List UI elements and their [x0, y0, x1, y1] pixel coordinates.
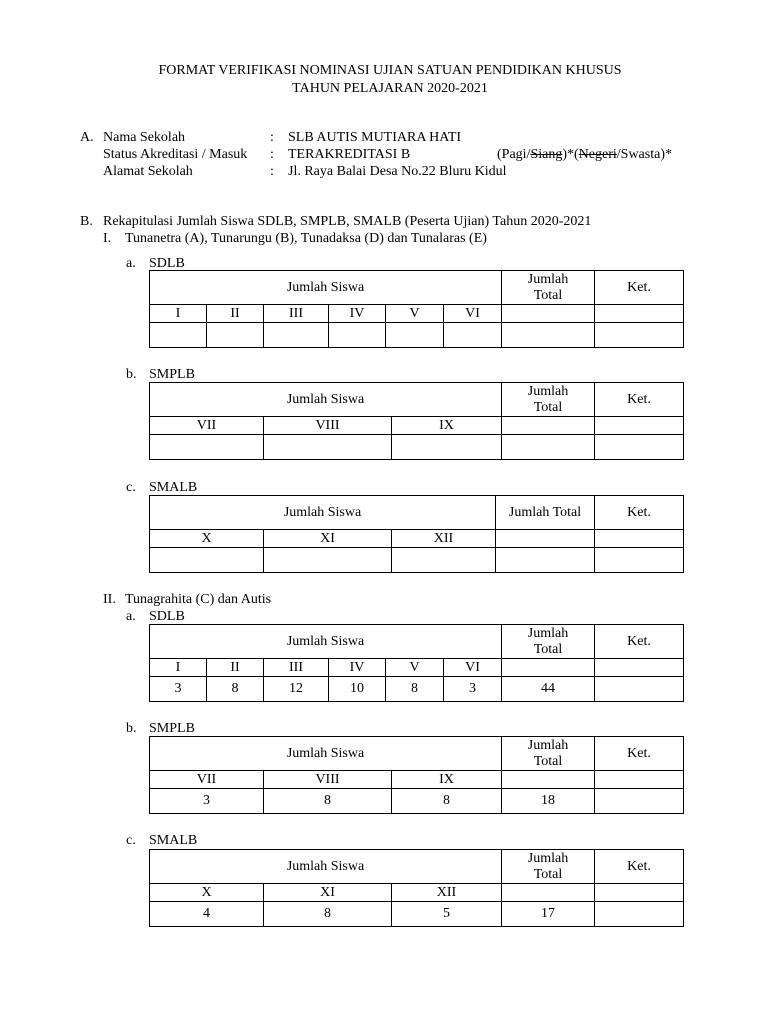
g2-smplb-label: SMPLB — [149, 721, 195, 736]
group-1-title: Tunanetra (A), Tunarungu (B), Tunadaksa (D) dan Tunalaras (E) — [125, 231, 487, 246]
g2-smalb-ket — [595, 902, 684, 927]
header-total-text: Total — [533, 399, 563, 415]
g1-sdlb-label: SDLB — [149, 256, 185, 271]
status-option-pagi: (Pagi/ — [497, 147, 531, 162]
address-label: Alamat Sekolah — [103, 164, 193, 179]
g2-sdlb-value: 8 — [386, 677, 444, 702]
g2-sdlb-header-ket: Ket. — [595, 625, 684, 659]
g2-smalb-grade: XII — [392, 884, 502, 902]
g2-sdlb-label: SDLB — [149, 609, 185, 624]
g2-smalb-header-ket: Ket. — [595, 850, 684, 884]
g1-sdlb-header-jumlah-total — [502, 271, 595, 305]
g1-smplb-blank — [595, 417, 684, 435]
g2-smalb-grade: XI — [264, 884, 392, 902]
g1-sdlb-value — [207, 323, 264, 348]
g2-sdlb-grade: IV — [329, 659, 386, 677]
g1-smalb-marker: c. — [126, 480, 136, 495]
g1-sdlb-grade: VI — [444, 305, 502, 323]
g1-smplb-header-jumlah-total — [502, 383, 595, 417]
g2-smplb-value: 3 — [150, 789, 264, 814]
section-b-heading: Rekapitulasi Jumlah Siswa SDLB, SMPLB, SMALB (Peserta Ujian) Tahun 2020-2021 — [103, 214, 592, 229]
g2-sdlb-value: 3 — [150, 677, 207, 702]
group-2-marker: II. — [103, 592, 116, 607]
g1-sdlb-blank — [595, 305, 684, 323]
g2-smplb-header-jumlah-siswa: Jumlah Siswa — [150, 737, 502, 771]
school-name-colon: : — [270, 130, 274, 145]
g1-sdlb-table — [149, 270, 684, 348]
g2-smplb-grade: VIII — [264, 771, 392, 789]
section-b-marker: B. — [80, 214, 93, 229]
g1-sdlb-value — [386, 323, 444, 348]
g2-sdlb-header-jumlah-siswa: Jumlah Siswa — [150, 625, 502, 659]
g1-smalb-value — [392, 548, 496, 573]
header-total-text: Total — [533, 753, 563, 769]
g1-smalb-blank — [496, 530, 595, 548]
g1-sdlb-value — [329, 323, 386, 348]
header-total-text: Total — [533, 641, 563, 657]
g2-smplb-header-ket: Ket. — [595, 737, 684, 771]
status-option-negeri-struck: Negeri — [578, 147, 617, 162]
address-colon: : — [270, 164, 274, 179]
g2-smalb-header-jumlah-total — [502, 850, 595, 884]
accreditation-colon: : — [270, 147, 274, 162]
g1-smplb-marker: b. — [126, 367, 137, 382]
g2-sdlb-ket — [595, 677, 684, 702]
g2-sdlb-marker: a. — [126, 609, 136, 624]
g1-smplb-value — [392, 435, 502, 460]
g1-smalb-value — [150, 548, 264, 573]
g2-smalb-value: 8 — [264, 902, 392, 927]
header-jumlah-text: Jumlah — [527, 383, 569, 399]
g1-smplb-blank — [502, 417, 595, 435]
g2-smplb-marker: b. — [126, 721, 137, 736]
g1-smplb-table — [149, 382, 684, 460]
group-2-title: Tunagrahita (C) dan Autis — [125, 592, 272, 607]
g1-smplb-header-jumlah-siswa: Jumlah Siswa — [150, 383, 502, 417]
header-jumlah-text: Jumlah — [527, 625, 569, 641]
g1-sdlb-grade: I — [150, 305, 207, 323]
g2-sdlb-grade: V — [386, 659, 444, 677]
g1-smalb-grade: X — [150, 530, 264, 548]
g2-sdlb-grade: I — [150, 659, 207, 677]
g1-smalb-grade: XI — [264, 530, 392, 548]
g2-smplb-grade: VII — [150, 771, 264, 789]
header-jumlah-text: Jumlah — [527, 850, 569, 866]
g1-smplb-value — [150, 435, 264, 460]
g1-sdlb-total — [502, 323, 595, 348]
g1-sdlb-grade: IV — [329, 305, 386, 323]
g1-smalb-total — [496, 548, 595, 573]
g1-sdlb-marker: a. — [126, 256, 136, 271]
g1-smplb-header-ket: Ket. — [595, 383, 684, 417]
g2-sdlb-blank — [502, 659, 595, 677]
header-jumlah-text: Jumlah — [527, 271, 569, 287]
g1-smalb-label: SMALB — [149, 480, 198, 495]
g2-smalb-table — [149, 849, 684, 927]
g1-sdlb-ket — [595, 323, 684, 348]
status-option-swasta: /Swasta)* — [616, 147, 672, 162]
g1-smalb-value — [264, 548, 392, 573]
g1-sdlb-grade: III — [264, 305, 329, 323]
g2-smalb-grade: X — [150, 884, 264, 902]
accreditation-value: TERAKREDITASI B — [288, 147, 411, 162]
g2-smalb-blank — [595, 884, 684, 902]
g1-smalb-grade: XII — [392, 530, 496, 548]
g2-sdlb-value: 10 — [329, 677, 386, 702]
g2-smalb-value: 4 — [150, 902, 264, 927]
g2-smplb-ket — [595, 789, 684, 814]
accreditation-label: Status Akreditasi / Masuk — [103, 147, 248, 162]
g1-smplb-grade: VII — [150, 417, 264, 435]
g2-sdlb-total: 44 — [502, 677, 595, 702]
status-options — [497, 146, 672, 163]
g1-smplb-value — [264, 435, 392, 460]
status-option-separator: )*( — [562, 147, 579, 162]
g1-smplb-total — [502, 435, 595, 460]
g1-sdlb-header-jumlah-siswa: Jumlah Siswa — [150, 271, 502, 305]
header-total-text: Total — [533, 287, 563, 303]
g1-smalb-header-jumlah-total: Jumlah Total — [496, 496, 595, 530]
g2-smplb-header-jumlah-total — [502, 737, 595, 771]
g1-smplb-label: SMPLB — [149, 367, 195, 382]
g2-sdlb-value: 3 — [444, 677, 502, 702]
g1-sdlb-value — [150, 323, 207, 348]
g1-sdlb-grade: V — [386, 305, 444, 323]
g2-smalb-total: 17 — [502, 902, 595, 927]
document-title: FORMAT VERIFIKASI NOMINASI UJIAN SATUAN PENDIDIKAN KHUSUS — [158, 63, 622, 78]
g1-sdlb-header-ket: Ket. — [595, 271, 684, 305]
g2-smplb-grade: IX — [392, 771, 502, 789]
g1-smplb-grade: VIII — [264, 417, 392, 435]
header-jumlah-text: Jumlah — [527, 737, 569, 753]
g1-smalb-header-jumlah-siswa: Jumlah Siswa — [150, 496, 496, 530]
g2-sdlb-value: 12 — [264, 677, 329, 702]
g2-smplb-table — [149, 736, 684, 814]
g2-smplb-total: 18 — [502, 789, 595, 814]
header-total-text: Total — [533, 866, 563, 882]
g2-smplb-blank — [595, 771, 684, 789]
g2-smalb-blank — [502, 884, 595, 902]
document-subtitle: TAHUN PELAJARAN 2020-2021 — [292, 81, 488, 96]
g2-smalb-header-jumlah-siswa: Jumlah Siswa — [150, 850, 502, 884]
g2-smplb-blank — [502, 771, 595, 789]
address-value: Jl. Raya Balai Desa No.22 Bluru Kidul — [288, 164, 507, 179]
g1-sdlb-value — [444, 323, 502, 348]
g2-smplb-value: 8 — [392, 789, 502, 814]
g1-smplb-grade: IX — [392, 417, 502, 435]
g2-sdlb-header-jumlah-total — [502, 625, 595, 659]
status-option-siang-struck: Siang — [530, 147, 563, 162]
g1-smalb-header-ket: Ket. — [595, 496, 684, 530]
g2-smalb-value: 5 — [392, 902, 502, 927]
g1-smalb-table — [149, 495, 684, 573]
g1-smalb-blank — [595, 530, 684, 548]
g2-sdlb-grade: III — [264, 659, 329, 677]
g1-smplb-ket — [595, 435, 684, 460]
g1-sdlb-value — [264, 323, 329, 348]
school-name-value: SLB AUTIS MUTIARA HATI — [288, 130, 462, 145]
g1-sdlb-blank — [502, 305, 595, 323]
section-a-marker: A. — [80, 130, 94, 145]
g2-sdlb-grade: VI — [444, 659, 502, 677]
g2-sdlb-value: 8 — [207, 677, 264, 702]
g2-sdlb-blank — [595, 659, 684, 677]
g1-smalb-ket — [595, 548, 684, 573]
g2-sdlb-grade: II — [207, 659, 264, 677]
g2-smalb-marker: c. — [126, 833, 136, 848]
g2-smplb-value: 8 — [264, 789, 392, 814]
g2-sdlb-table — [149, 624, 684, 702]
g2-smalb-label: SMALB — [149, 833, 198, 848]
g1-sdlb-grade: II — [207, 305, 264, 323]
group-1-marker: I. — [103, 231, 112, 246]
school-name-label: Nama Sekolah — [103, 130, 186, 145]
